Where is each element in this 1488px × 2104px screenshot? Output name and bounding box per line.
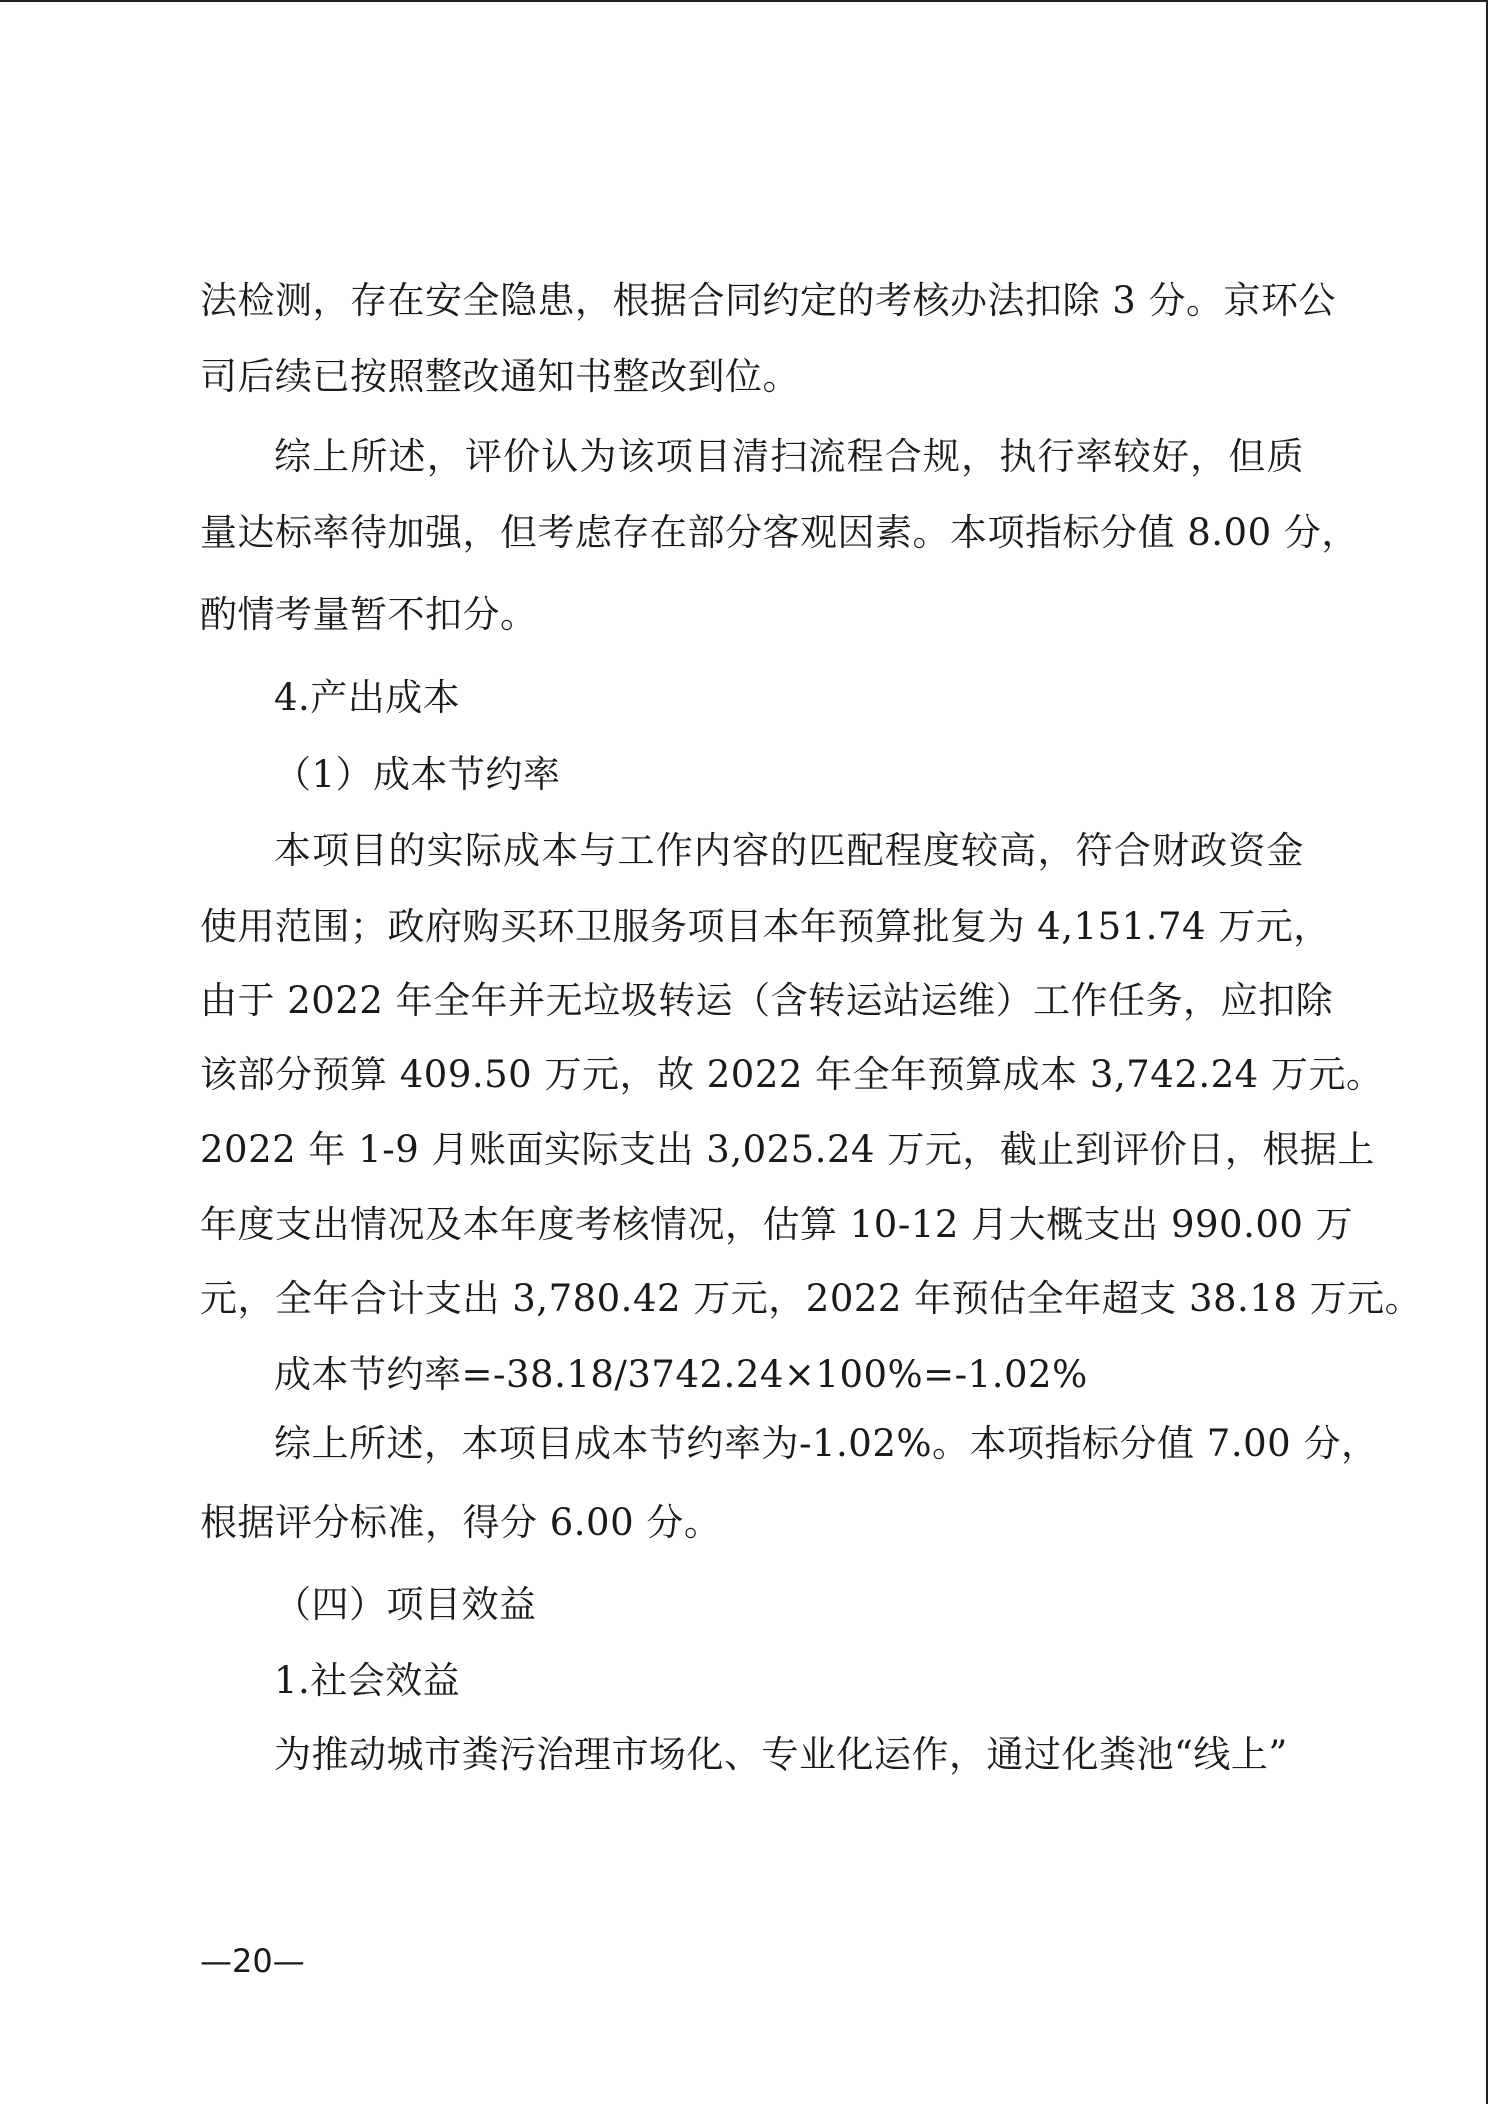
page-number: —20— xyxy=(200,1942,305,1980)
paragraph-line: 由于 2022 年全年并无垃圾转运（含转运站运维）工作任务，应扣除 xyxy=(200,979,1334,1022)
subsection-heading: （1）成本节约率 xyxy=(274,753,561,796)
paragraph-line: 量达标率待加强，但考虑存在部分客观因素。本项指标分值 8.00 分， xyxy=(200,511,1359,554)
paragraph-line: 司后续已按照整改通知书整改到位。 xyxy=(200,355,800,398)
section-heading: （四）项目效益 xyxy=(274,1583,537,1626)
paragraph-line: 酌情考量暂不扣分。 xyxy=(200,593,538,636)
subsection-heading: 1.社会效益 xyxy=(274,1659,461,1702)
section-heading: 4.产出成本 xyxy=(274,676,461,719)
paragraph-line: 本项目的实际成本与工作内容的匹配程度较高，符合财政资金 xyxy=(274,829,1304,872)
paragraph-line: 年度支出情况及本年度考核情况，估算 10-12 月大概支出 990.00 万 xyxy=(200,1203,1354,1246)
page-top-border xyxy=(0,0,1488,2)
paragraph-line: 2022 年 1-9 月账面实际支出 3,025.24 万元，截止到评价日，根据上 xyxy=(200,1128,1375,1171)
paragraph-line: 综上所述，评价认为该项目清扫流程合规，执行率较好，但质 xyxy=(274,435,1304,478)
formula-line: 成本节约率=-38.18/3742.24×100%=-1.02% xyxy=(274,1353,1088,1396)
paragraph-line: 该部分预算 409.50 万元，故 2022 年全年预算成本 3,742.24 万元。 xyxy=(200,1053,1384,1096)
paragraph-line: 根据评分标准，得分 6.00 分。 xyxy=(200,1501,722,1544)
paragraph-line: 使用范围；政府购买环卫服务项目本年预算批复为 4,151.74 万元， xyxy=(200,905,1331,948)
paragraph-line: 法检测，存在安全隐患，根据合同约定的考核办法扣除 3 分。京环公 xyxy=(200,279,1337,322)
paragraph-line: 为推动城市粪污治理市场化、专业化运作，通过化粪池“线上” xyxy=(274,1733,1288,1776)
paragraph-line: 综上所述，本项目成本节约率为-1.02%。本项指标分值 7.00 分， xyxy=(274,1422,1379,1465)
paragraph-line: 元，全年合计支出 3,780.42 万元，2022 年预估全年超支 38.18 万元。 xyxy=(200,1277,1423,1320)
